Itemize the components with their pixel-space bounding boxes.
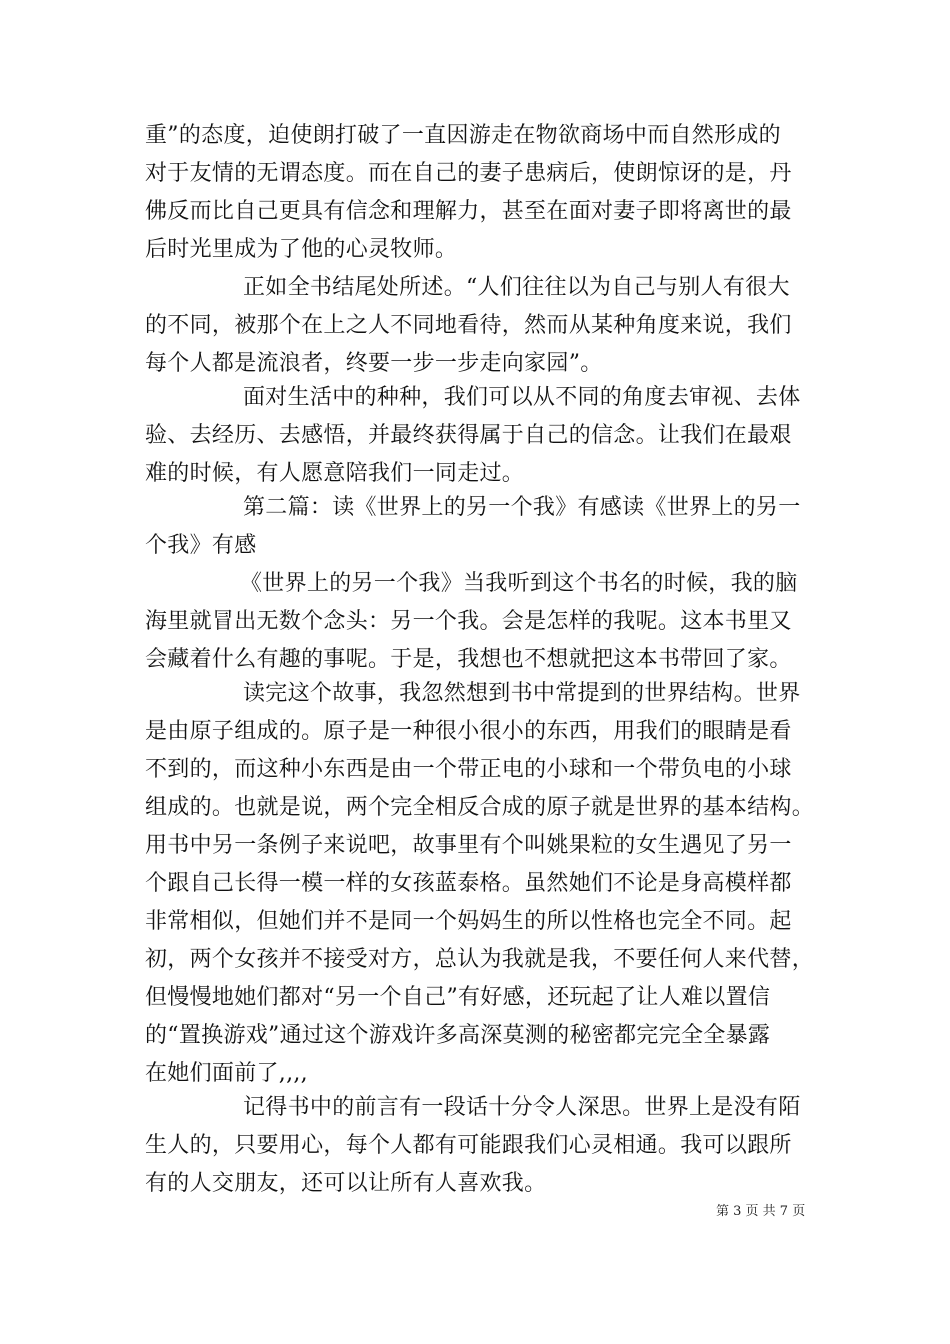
paragraph-line: 的“置换游戏”通过这个游戏许多高深莫测的秘密都完完全全暴露 (145, 1023, 771, 1048)
paragraph-line: 用书中另一条例子来说吧，故事里有个叫姚果粒的女生遇见了另一 (145, 833, 792, 858)
paragraph-line: 在她们面前了,,,, (145, 1061, 308, 1086)
paragraph-line: 会藏着什么有趣的事呢。于是，我想也不想就把这本书带回了家。 (145, 647, 792, 672)
paragraph-line: 佛反而比自己更具有信念和理解力，甚至在面对妻子即将离世的最 (145, 199, 792, 224)
section-heading: 第二篇：读《世界上的另一个我》有感读《世界上的另一 (243, 495, 801, 520)
paragraph-line: 个跟自己长得一模一样的女孩蓝泰格。虽然她们不论是身高模样都 (145, 871, 792, 896)
paragraph-line: 的不同，被那个在上之人不同地看待，然而从某种角度来说，我们 (145, 313, 792, 338)
paragraph-line: 记得书中的前言有一段话十分令人深思。世界上是没有陌 (243, 1095, 801, 1120)
paragraph-line: 生人的，只要用心，每个人都有可能跟我们心灵相通。我可以跟所 (145, 1133, 792, 1158)
page-number: 第 3 页 共 7 页 (716, 1204, 806, 1219)
paragraph-line: 正如全书结尾处所述。“人们往往以为自己与别人有很大 (243, 275, 790, 300)
paragraph-line: 后时光里成为了他的心灵牧师。 (145, 237, 458, 262)
paragraph-line: 不到的，而这种小东西是由一个带正电的小球和一个带负电的小球 (145, 757, 792, 782)
paragraph-line: 非常相似，但她们并不是同一个妈妈生的所以性格也完全不同。起 (145, 909, 792, 934)
paragraph-line: 但慢慢地她们都对“另一个自己”有好感，还玩起了让人难以置信 (145, 985, 771, 1010)
paragraph-line: 组成的。也就是说，两个完全相反合成的原子就是世界的基本结构。 (145, 795, 815, 820)
paragraph-line: 重”的态度，迫使朗打破了一直因游走在物欲商场中而自然形成的 (145, 123, 781, 148)
paragraph-line: 对于友情的无谓态度。而在自己的妻子患病后，使朗惊讶的是，丹 (145, 161, 792, 186)
paragraph-line: 是由原子组成的。原子是一种很小很小的东西，用我们的眼睛是看 (145, 719, 792, 744)
paragraph-line: 每个人都是流浪者，终要一步一步走向家园”。 (145, 351, 603, 376)
paragraph-line: 面对生活中的种种，我们可以从不同的角度去审视、去体 (243, 385, 801, 410)
paragraph-line: 读完这个故事，我忽然想到书中常提到的世界结构。世界 (243, 681, 801, 706)
paragraph-line: 初，两个女孩并不接受对方，总认为我就是我，不要任何人来代替， (145, 947, 815, 972)
section-heading: 个我》有感 (145, 533, 257, 558)
paragraph-line: 验、去经历、去感悟，并最终获得属于自己的信念。让我们在最艰 (145, 423, 792, 448)
paragraph-line: 海里就冒出无数个念头：另一个我。会是怎样的我呢。这本书里又 (145, 609, 792, 634)
paragraph-line: 有的人交朋友，还可以让所有人喜欢我。 (145, 1171, 547, 1196)
paragraph-line: 难的时候，有人愿意陪我们一同走过。 (145, 461, 525, 486)
paragraph-line: 《世界上的另一个我》当我听到这个书名的时候，我的脑 (240, 571, 798, 596)
